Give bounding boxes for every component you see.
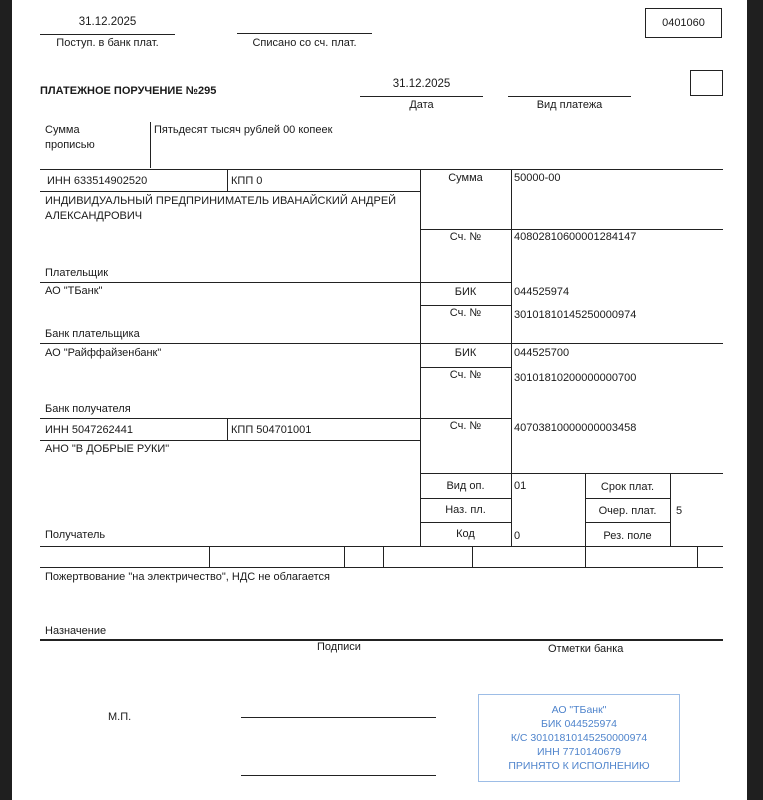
divider xyxy=(40,343,723,344)
divider xyxy=(40,639,723,641)
divider xyxy=(360,96,483,97)
divider xyxy=(227,169,228,191)
divider xyxy=(40,546,723,547)
payer-name: ИНДИВИДУАЛЬНЫЙ ПРЕДПРИНИМАТЕЛЬ ИВАНАЙСКИЙ АНДРЕЙ xyxy=(45,195,397,207)
stamp-line: ИНН 7710140679 xyxy=(536,746,622,758)
amount-value: 50000-00 xyxy=(514,172,561,184)
divider xyxy=(40,418,511,419)
payee-bik-label: БИК xyxy=(454,347,477,359)
payee-bank-name: АО "Райффайзенбанк" xyxy=(45,347,162,359)
payer-bank-account-label: Сч. № xyxy=(449,307,482,319)
stamp-line: БИК 044525974 xyxy=(540,718,618,730)
reserve-label: Рез. поле xyxy=(603,530,652,542)
divider xyxy=(40,282,511,283)
bank-stamp xyxy=(478,694,680,782)
purpose-label: Назначение xyxy=(45,625,107,637)
divider xyxy=(420,367,511,368)
payee-name: АНО "В ДОБРЫЕ РУКИ" xyxy=(45,443,170,455)
payee-kpp: КПП 504701001 xyxy=(231,424,312,436)
divider xyxy=(40,440,420,441)
debited-label: Списано со сч. плат. xyxy=(252,37,357,49)
divider xyxy=(40,169,723,170)
divider xyxy=(670,473,671,546)
date-label: Дата xyxy=(409,99,434,111)
bank-marks-label: Отметки банка xyxy=(548,643,624,655)
payee-account: 40703810000000003458 xyxy=(514,422,637,434)
document-title: ПЛАТЕЖНОЕ ПОРУЧЕНИЕ №295 xyxy=(40,85,217,97)
received-label: Поступ. в банк плат. xyxy=(56,37,159,49)
stamp-line: К/С 30101810145250000974 xyxy=(510,732,648,744)
amount-words-label: Сумма xyxy=(45,124,80,136)
payee-bik: 044525700 xyxy=(514,347,570,359)
divider xyxy=(511,169,512,546)
payee-bank-label: Банк получателя xyxy=(45,403,131,415)
signature-line xyxy=(241,775,436,776)
payee-label: Получатель xyxy=(45,529,106,541)
stamp-line: АО "ТБанк" xyxy=(551,704,607,716)
divider xyxy=(420,229,723,230)
stamp-place-label: М.П. xyxy=(108,711,132,723)
payer-kpp: КПП 0 xyxy=(231,175,263,187)
divider xyxy=(420,498,511,499)
payer-bank-name: АО "ТБанк" xyxy=(45,285,103,297)
divider xyxy=(508,96,631,97)
payer-bik-label: БИК xyxy=(454,286,477,298)
payer-label: Плательщик xyxy=(45,267,109,279)
payer-account-label: Сч. № xyxy=(449,231,482,243)
purpose-text: Пожертвование "на электричество", НДС не облагается xyxy=(45,571,331,583)
payer-bank-account: 30101810145250000974 xyxy=(514,309,637,321)
payer-bik: 044525974 xyxy=(514,286,570,298)
divider xyxy=(227,418,228,440)
divider xyxy=(344,546,345,567)
divider xyxy=(585,498,670,499)
divider xyxy=(40,34,175,35)
priority-label: Очер. плат. xyxy=(598,505,657,517)
divider xyxy=(383,546,384,567)
amount-label: Сумма xyxy=(448,172,483,184)
received-date: 31.12.2025 xyxy=(78,16,137,28)
payer-inn: ИНН 633514902520 xyxy=(47,175,148,187)
payee-bank-account-label: Сч. № xyxy=(449,369,482,381)
payment-type-box xyxy=(690,70,723,96)
divider xyxy=(585,522,670,523)
op-type-value: 01 xyxy=(514,480,527,492)
signatures-label: Подписи xyxy=(317,641,361,653)
payer-name-cont: АЛЕКСАНДРОВИЧ xyxy=(45,210,143,222)
divider xyxy=(420,473,723,474)
payee-account-label: Сч. № xyxy=(449,420,482,432)
payment-order-page xyxy=(12,0,747,800)
stamp-line: ПРИНЯТО К ИСПОЛНЕНИЮ xyxy=(508,760,650,772)
amount-words-label: прописью xyxy=(45,139,95,151)
form-code-box xyxy=(645,8,722,38)
payer-account: 40802810600001284147 xyxy=(514,231,637,243)
divider xyxy=(40,567,723,568)
payer-bank-label: Банк плательщика xyxy=(45,328,140,340)
divider xyxy=(237,33,372,34)
code-label: Код xyxy=(456,528,475,540)
priority-value: 5 xyxy=(676,505,683,517)
divider xyxy=(209,546,210,567)
form-code: 0401060 xyxy=(662,17,705,29)
payee-bank-account: 30101810200000000700 xyxy=(514,372,637,384)
op-type-label: Вид оп. xyxy=(446,480,485,492)
due-label: Срок плат. xyxy=(600,481,655,493)
divider xyxy=(150,122,151,168)
date-value: 31.12.2025 xyxy=(392,78,451,90)
payment-type-label: Вид платежа xyxy=(536,99,603,111)
purpose-code-label: Наз. пл. xyxy=(445,504,486,516)
signature-line xyxy=(241,717,436,718)
payee-inn: ИНН 5047262441 xyxy=(45,424,134,436)
divider xyxy=(420,522,511,523)
code-value: 0 xyxy=(514,530,521,542)
divider xyxy=(40,191,420,192)
divider xyxy=(472,546,473,567)
amount-words-value: Пятьдесят тысяч рублей 00 копеек xyxy=(154,124,333,136)
divider xyxy=(697,546,698,567)
divider xyxy=(420,305,511,306)
